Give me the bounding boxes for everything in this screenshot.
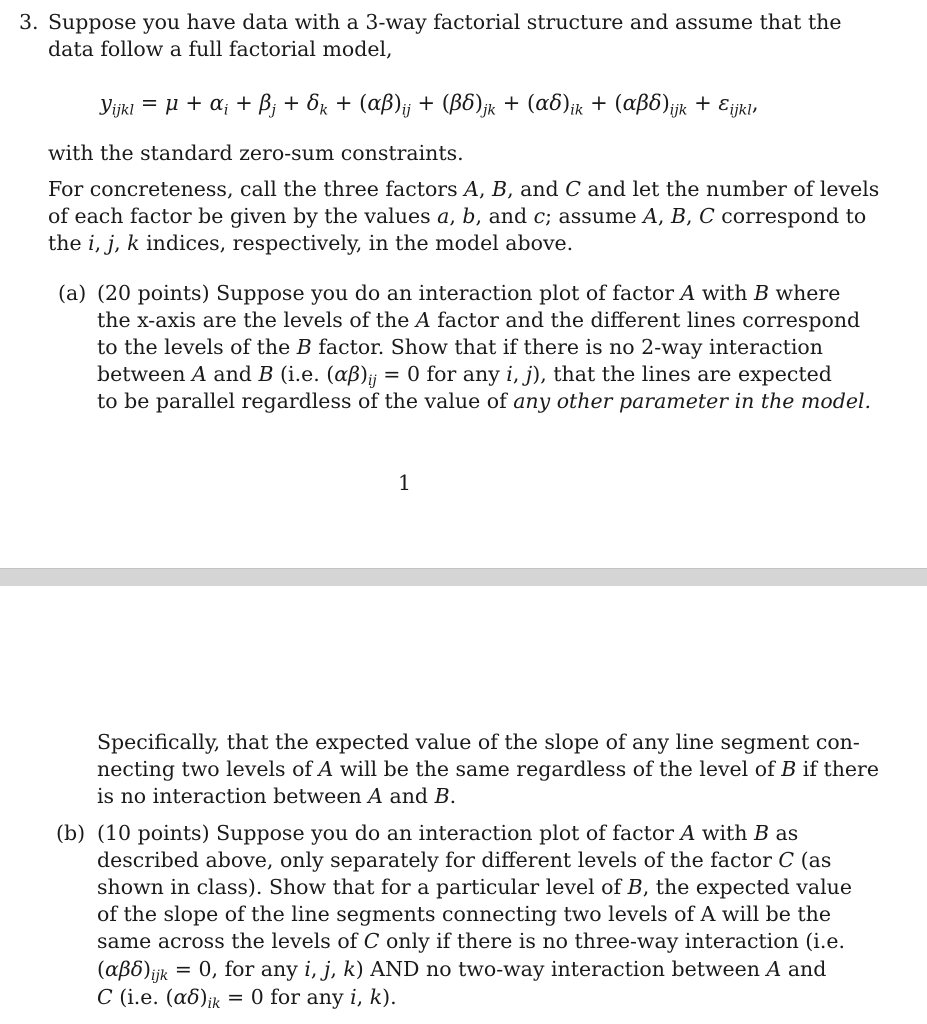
part-b-line-3: shown in class). Show that for a particular level of B, the expected value <box>97 875 852 899</box>
part-a-line-3: to the levels of the B factor. Show that if there is no 2-way interaction <box>97 335 823 359</box>
part-a-line-1: (20 points) Suppose you do an interaction plot of factor A with B where <box>97 281 841 305</box>
concrete-line-3: the i, j, k indices, respectively, in the model above. <box>48 231 574 255</box>
part-b-line-7: C (i.e. $(\alpha\delta)_{ik} = 0$ for any i, k). <box>97 985 397 1013</box>
part-a-line-5: to be parallel regardless of the value of any other parameter in the model. <box>97 389 872 413</box>
model-equation: $y_{ijkl} = \mu + \alpha_i + \beta_j + \delta_k + (\alpha\beta)_{ij} + (\beta\delta)_{jk} + (\alpha\delta)_{ik} + (\alpha\beta\delta)_{ijk} + \varepsilon_{ijkl}$, <box>100 91 759 119</box>
concrete-line-1: For concreteness, call the three factors A, B, and C and let the number of levels <box>48 177 880 201</box>
part-b-line-2: described above, only separately for different levels of the factor C (as <box>97 848 832 872</box>
part-b-label: (b) <box>56 821 86 845</box>
part-b-line-1: (10 points) Suppose you do an interaction plot of factor A with B as <box>97 821 799 845</box>
question-number: 3. <box>19 10 39 34</box>
after-equation-text: with the standard zero-sum constraints. <box>48 141 464 165</box>
part-a-line-4: between A and B (i.e. $(\alpha\beta)_{ij} = 0$ for any i, j), that the lines are expected <box>97 362 832 390</box>
intro-line-1: Suppose you have data with a 3-way factorial structure and assume that the <box>48 10 842 34</box>
part-b-line-5: same across the levels of C only if there is no three-way interaction (i.e. <box>97 929 846 953</box>
part-b-line-6: $(\alpha\beta\delta)_{ijk} = 0$, for any i, j, k) AND no two-way interaction between A and <box>97 957 827 985</box>
part-a-label: (a) <box>58 281 87 305</box>
part-b-line-4: of the slope of the line segments connecting two levels of A will be the <box>97 902 832 926</box>
concrete-line-2: of each factor be given by the values a, b, and c; assume A, B, C correspond to <box>48 204 867 228</box>
page-separator <box>0 568 927 588</box>
part-a-continuation-3: is no interaction between A and B. <box>97 784 457 808</box>
part-a-continuation-1: Specifically, that the expected value of the slope of any line segment con- <box>97 730 860 754</box>
part-a-continuation-2: necting two levels of A will be the same regardless of the level of B if there <box>97 757 879 781</box>
part-a-line-2: the x-axis are the levels of the A factor and the different lines correspond <box>97 308 861 332</box>
intro-line-2: data follow a full factorial model, <box>48 37 393 61</box>
document-page-2 <box>0 586 927 1024</box>
page-number: 1 <box>398 471 412 495</box>
